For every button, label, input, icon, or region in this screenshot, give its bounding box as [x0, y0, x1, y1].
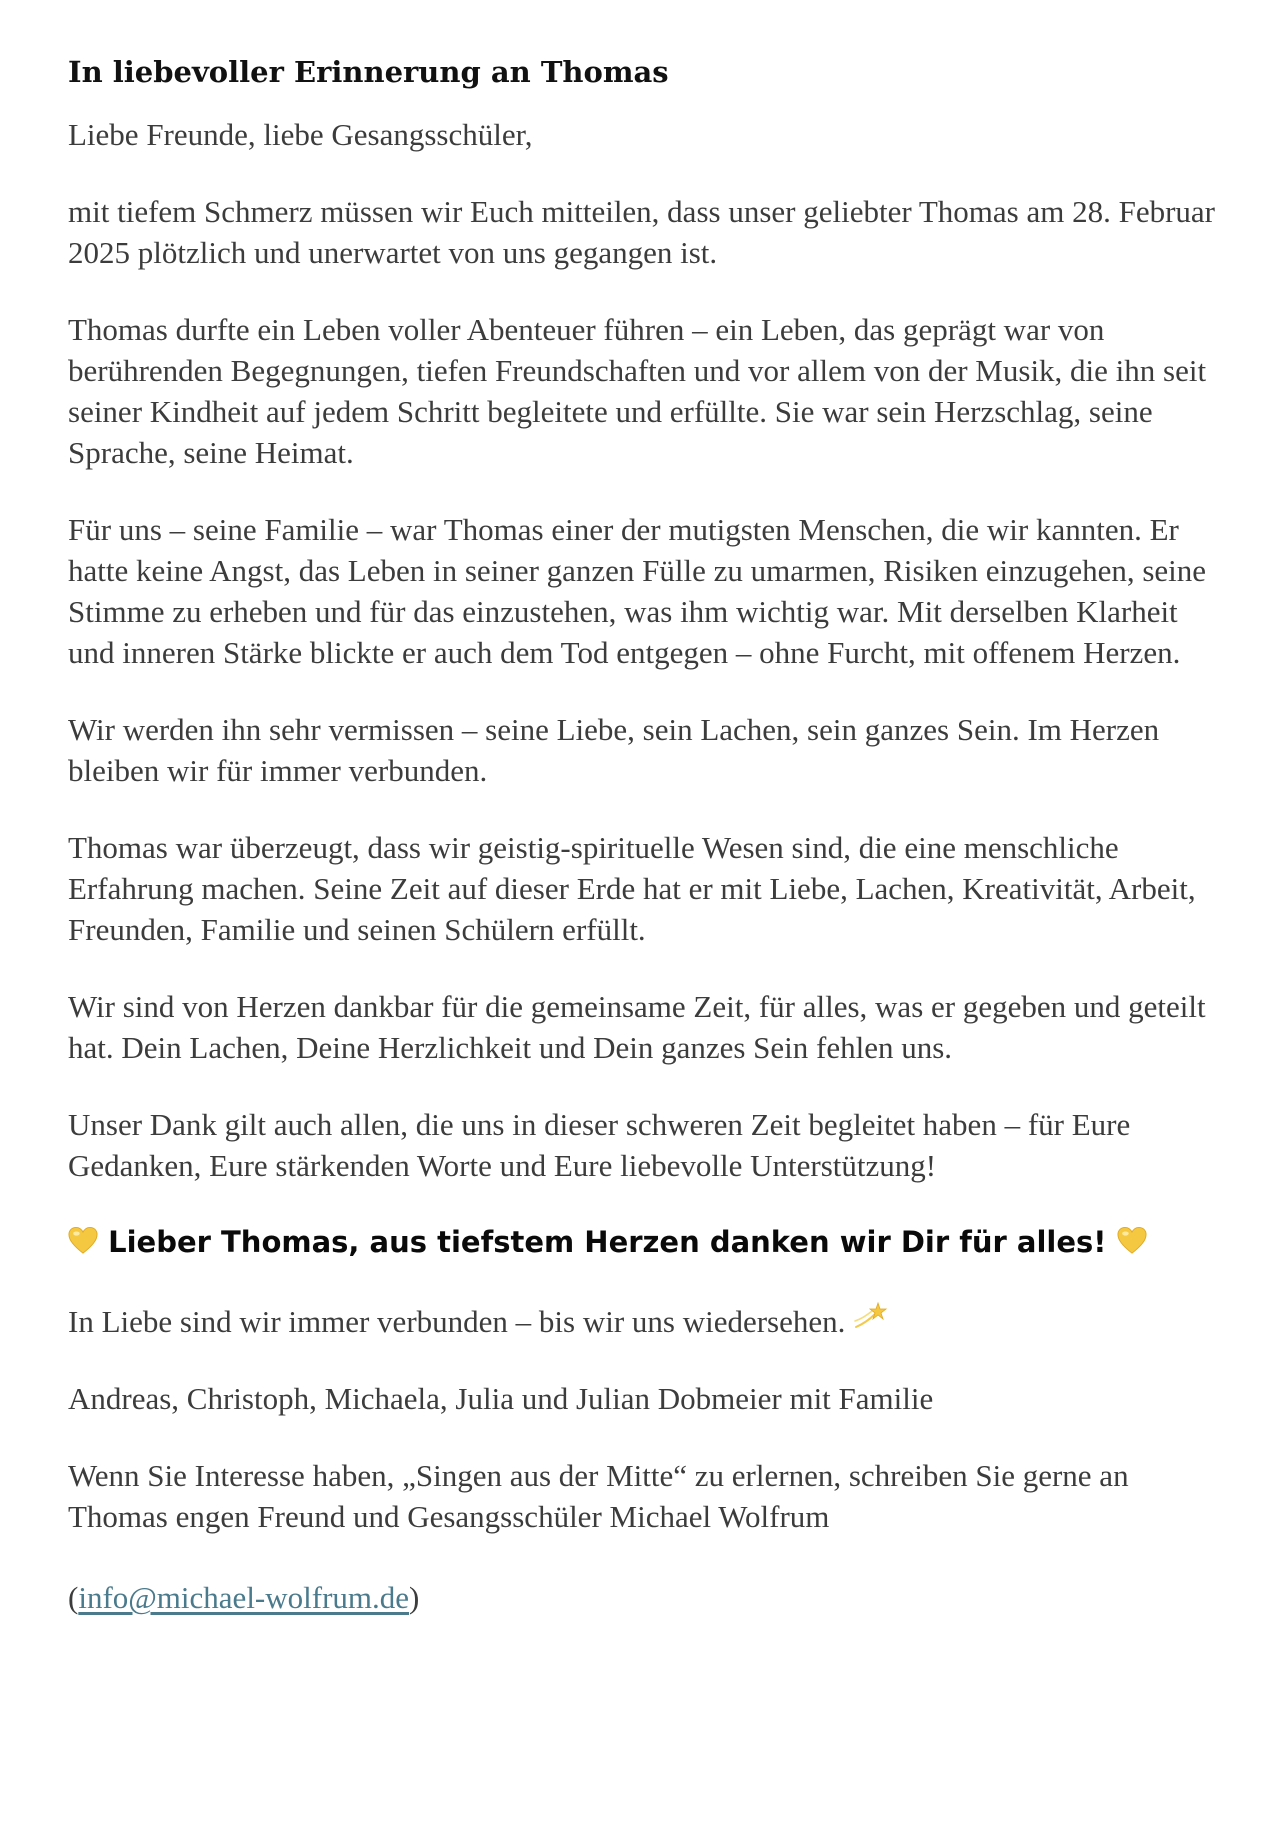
paragraph-thanks: Unser Dank gilt auch allen, die uns in dieser schweren Zeit begleitet haben – für Eure Gedanken, Eure stärkenden Worte und Eure liebevolle Unterstützung!	[68, 1107, 1131, 1183]
yellow-heart-icon	[1117, 1226, 1147, 1256]
closing-line	[68, 1222, 1220, 1263]
info-paragraph: Wenn Sie Interesse haben, „Singen aus der Mitte“ zu erlernen, schreiben Sie gerne an Thomas engen Freund und Gesangsschüler Michael Wolfrum	[68, 1458, 1129, 1534]
email-open-paren: (	[68, 1580, 79, 1615]
paragraph-courage: Für uns – seine Familie – war Thomas einer der mutigsten Menschen, die wir kannten. Er hatte keine Angst, das Leben in seiner ganzen Fülle zu umarmen, Risiken einzugehen, seine Stimme zu erheben und für das einzustehen, was ihm wichtig war. Mit derselben Klarheit und inneren Stärke blickte er auch dem Tod entgegen – ohne Furcht, mit offenem Herzen.	[68, 512, 1207, 670]
farewell-text: In Liebe sind wir immer verbunden – bis wir uns wiedersehen.	[68, 1304, 846, 1339]
paragraph-announcement: mit tiefem Schmerz müssen wir Euch mitteilen, dass unser geliebter Thomas am 28. Februar 2025 plötzlich und unerwartet von uns gegangen ist.	[68, 194, 1215, 270]
letter-title: In liebevoller Erinnerung an Thomas	[68, 55, 669, 89]
closing-text: Lieber Thomas, aus tiefstem Herzen danken wir Dir für alles!	[108, 1225, 1107, 1259]
dizzy-star-icon	[853, 1299, 887, 1329]
paragraph-gratitude: Wir sind von Herzen dankbar für die gemeinsame Zeit, für alles, was er gegeben und geteilt hat. Dein Lachen, Deine Herzlichkeit und Dein ganzes Sein fehlen uns.	[68, 989, 1206, 1065]
paragraph-beliefs: Thomas war überzeugt, dass wir geistig-spirituelle Wesen sind, die eine menschliche Erfahrung machen. Seine Zeit auf dieser Erde hat er mit Liebe, Lachen, Kreativität, Arbeit, Freunden, Familie und seinen Schülern erfüllt.	[68, 830, 1196, 947]
paragraph-life: Thomas durfte ein Leben voller Abenteuer führen – ein Leben, das geprägt war von berührenden Begegnungen, tiefen Freundschaften und vor allem von der Musik, die ihn seit seiner Kindheit auf jedem Schritt begleitete und erfüllte. Sie war sein Herzschlag, seine Sprache, seine Heimat.	[68, 312, 1207, 470]
greeting: Liebe Freunde, liebe Gesangsschüler,	[68, 117, 533, 152]
yellow-heart-icon	[68, 1226, 98, 1256]
email-link[interactable]: info@michael-wolfrum.de	[78, 1580, 410, 1615]
email-line	[68, 1577, 1220, 1618]
paragraph-missing: Wir werden ihn sehr vermissen – seine Liebe, sein Lachen, sein ganzes Sein. Im Herzen bleiben wir für immer verbunden.	[68, 712, 1160, 788]
farewell-line	[68, 1299, 1220, 1342]
email-close-paren: )	[409, 1580, 420, 1615]
signature: Andreas, Christoph, Michaela, Julia und Julian Dobmeier mit Familie	[68, 1381, 934, 1416]
